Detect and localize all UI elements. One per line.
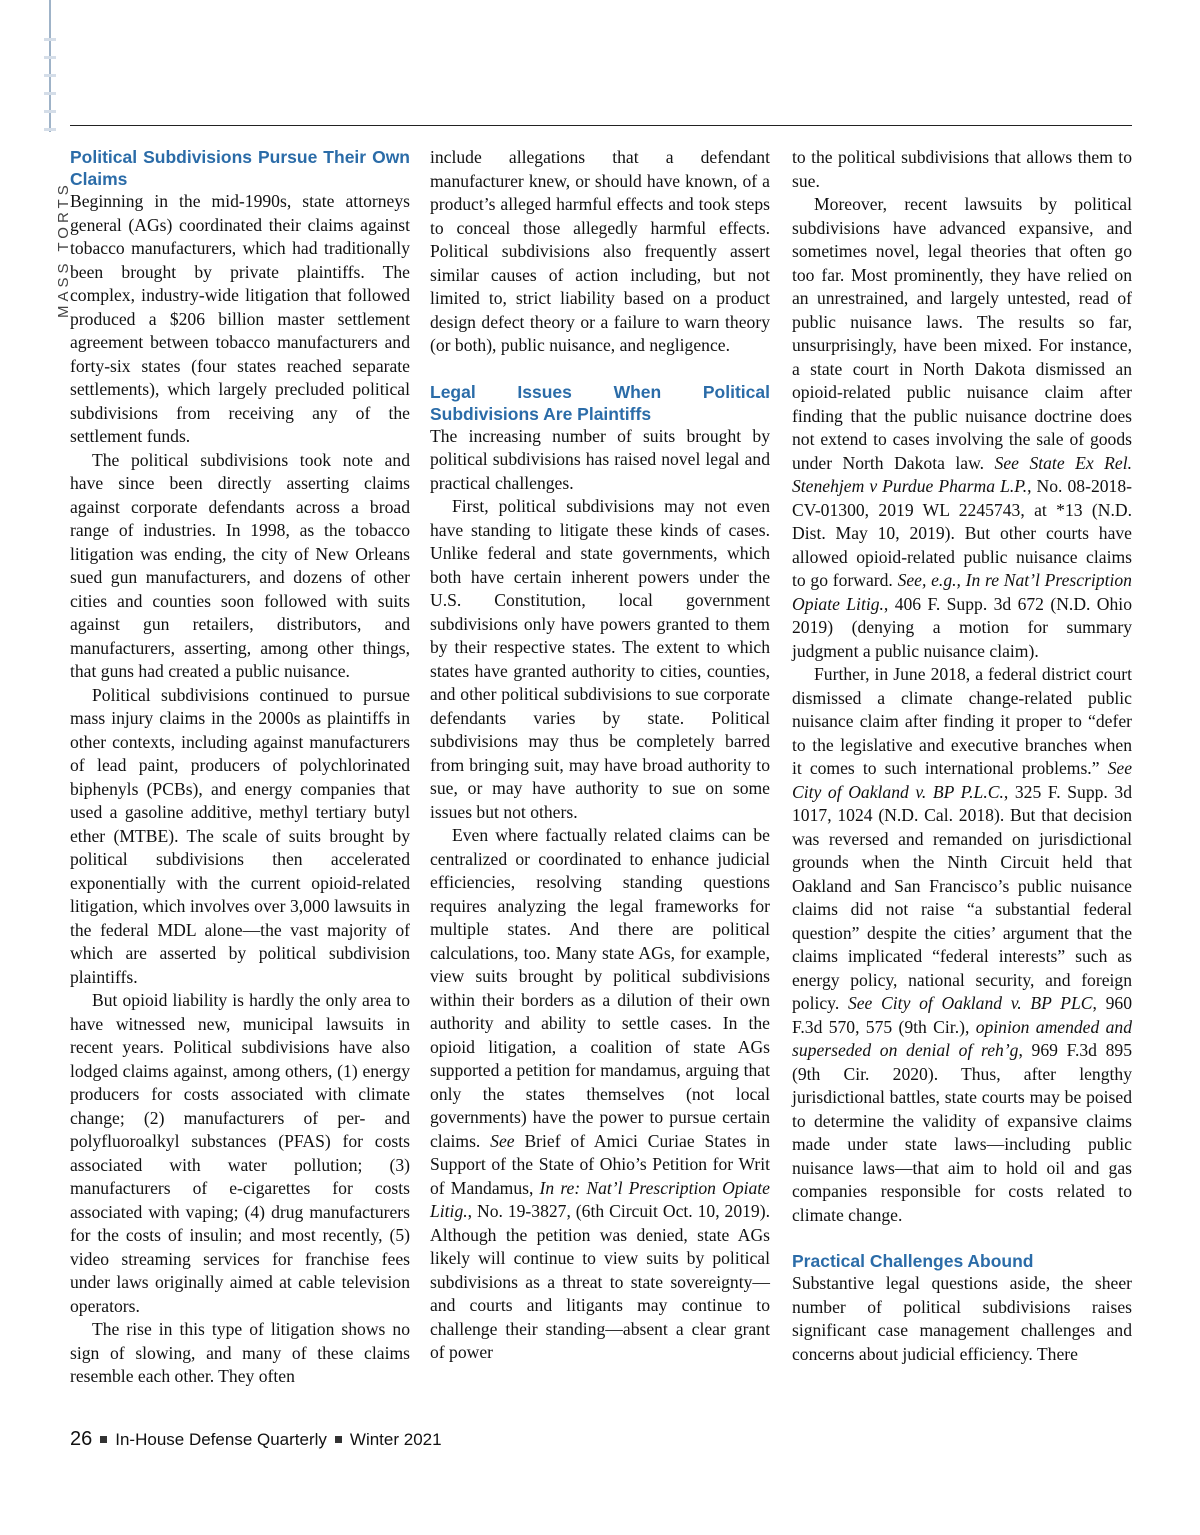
paragraph: Even where factually related claims can be centralized or coordinated to enhance judicial efficiencies, resolving standing questions requires analyzing the legal frameworks for multiple states. And there are political calculations, too. Many state AGs, for example, view suits brought by political subdivisions within their borders as a dilution of their own authority and ability to settle cases. In the opioid litigation, a coalition of state AGs supported a petition for mandamus, arguing that only the states themselves (not local governments) have the power to pursue certain claims. See Brief of Amici Curiae States in Support of the State of Ohio’s Petition for Writ of Mandamus, In re: Nat’l Prescription Opiate Litig., No. 19-3827, (6th Circuit Oct. 10, 2019). Although the petition was denied, state AGs likely will continue to view suits by political subdivisions as a threat to state sovereignty—and courts and litigants may continue to challenge their standing—absent a clear grant of power bbox=[430, 825, 771, 1362]
header-rule bbox=[70, 125, 1132, 126]
paragraph: The political subdivisions took note and have since been directly asserting claims against corporate defendants across a broad range of industries. In 1998, as the tobacco litigation was ending, the city of New Orleans sued gun manufacturers, and dozens of other cities and counties soon followed with suits against gun retailers, distributors, and manufacturers, asserting, among other things, that guns had created a public nuisance. bbox=[70, 449, 410, 681]
column-1 bbox=[70, 146, 410, 1389]
separator-square-icon bbox=[335, 1436, 342, 1443]
paragraph: Political subdivisions continued to pursue mass injury claims in the 2000s as plaintiffs in other contexts, including against manufacturers of lead paint, producers of polychlorinated biphenyls (PCBs), and energy companies that used a gasoline additive, methyl tertiary butyl ether (MTBE). The scale of suits brought by political subdivisions then accelerated exponentially with the current opioid-related litigation, which involves over 3,000 lawsuits in the federal MDL alone—the vast majority of which are asserted by political subdivision plaintiffs. bbox=[70, 684, 410, 987]
paragraph: The increasing number of suits brought by political subdivisions has raised novel legal and practical challenges. bbox=[430, 425, 770, 493]
paragraph: Further, in June 2018, a federal district court dismissed a climate change-related public nuisance claim after finding it proper to “defer to the legislative and executive branches when it comes to such international problems.” See City of Oakland v. BP P.L.C., 325 F. Supp. 3d 1017, 1024 (N.D. Cal. 2018). But that decision was reversed and remanded on jurisdictional grounds when the Ninth Circuit held that Oakland and San Francisco’s public nuisance claims did not raise “a substantial federal question” despite the cities’ argument that the claims implicated “federal interests” such as energy policy, national security, and foreign policy. See City of Oakland v. BP PLC, 960 F.3d 570, 575 (9th Cir.), opinion amended and superseded on denial of reh’g, 969 F.3d 895 (9th Cir. 2020). Thus, after lengthy jurisdictional battles, state courts may be poised to determine the validity of expansive claims made under state laws—including public nuisance laws—that aim to hold oil and gas companies responsible for costs related to climate change. bbox=[792, 664, 1133, 1225]
sidebar-decoration bbox=[44, 0, 58, 132]
publication-name: In-House Defense Quarterly bbox=[115, 1430, 327, 1449]
separator-square-icon bbox=[100, 1436, 107, 1443]
column-2 bbox=[430, 146, 770, 1365]
paragraph: Beginning in the mid-1990s, state attorneys general (AGs) coordinated their claims against tobacco manufacturers, which had traditionally been brought by private plaintiffs. The complex, industry-wide litigation that followed produced a $206 billion master settlement agreement between tobacco manufacturers and forty-six states (four states reached separate settlements), which largely precluded political subdivisions from receiving any of the settlement funds. bbox=[70, 191, 410, 446]
paragraph: include allegations that a defendant manufacturer knew, or should have known, of a product’s alleged harmful effects and took steps to conceal those allegedly harmful effects. Political subdivisions also frequently assert similar causes of action including, but not limited to, strict liability based on a product design defect theory or a failure to warn theory (or both), public nuisance, and negligence. bbox=[430, 147, 770, 355]
heading-practical-challenges: Practical Challenges Abound bbox=[792, 1251, 1034, 1271]
page-number: 26 bbox=[70, 1428, 93, 1450]
issue-date: Winter 2021 bbox=[349, 1430, 442, 1449]
page-footer bbox=[70, 1428, 442, 1451]
paragraph: to the political subdivisions that allows them to sue. bbox=[792, 147, 1132, 191]
paragraph: The rise in this type of litigation shows no sign of slowing, and many of these claims resemble each other. They often bbox=[70, 1319, 410, 1386]
paragraph: But opioid liability is hardly the only area to have witnessed new, municipal lawsuits in recent years. Political subdivisions have also lodged claims against, among others, (1) energy producers for costs associated with climate change; (2) manufacturers of per- and polyfluoroalkyl substances (PFAS) for costs associated with water pollution; (3) manufacturers of e-cigarettes for costs associated with vaping; (4) drug manufacturers for the costs of insulin; and most recently, (5) video streaming services for franchise fees under laws originally aimed at cable television operators. bbox=[70, 990, 410, 1316]
column-3 bbox=[792, 146, 1132, 1366]
heading-political-subdivisions: Political Subdivisions Pursue Their Own Claims bbox=[70, 147, 410, 189]
paragraph: Moreover, recent lawsuits by political subdivisions have advanced expansive, and sometimes novel, legal theories that often go too far. Most prominently, they have relied on an unrestrained, and largely untested, read of public nuisance laws. The results so far, unsurprisingly, have been mixed. For instance, a state court in North Dakota dismissed an opioid-related public nuisance claim after finding that the public nuisance doctrine does not extend to cases involving the sale of goods under North Dakota law. See State Ex Rel. Stenehjem v Purdue Pharma L.P., No. 08-2018-CV-01300, 2019 WL 2245743, at *13 (N.D. Dist. May 10, 2019). But other courts have allowed opioid-related public nuisance claims to go forward. See, e.g., In re Nat’l Prescription Opiate Litig., 406 F. Supp. 3d 672 (N.D. Ohio 2019) (denying a motion for summary judgment a public nuisance claim). bbox=[792, 194, 1133, 661]
section-label: MASS TORTS bbox=[55, 181, 72, 318]
heading-legal-issues: Legal Issues When Political Subdivisions Are Plaintiffs bbox=[430, 381, 770, 424]
paragraph: Substantive legal questions aside, the sheer number of political subdivisions raises significant case management challenges and concerns about judicial efficiency. There bbox=[792, 1273, 1132, 1364]
paragraph: First, political subdivisions may not even have standing to litigate these kinds of cases. Unlike federal and state governments, which both have certain inherent powers under the U.S. Constitution, local government subdivisions only have powers granted to them by their respective states. The extent to which states have granted authority to cities, counties, and other political subdivisions to sue corporate defendants varies by state. Political subdivisions may thus be completely barred from bringing suit, may have broad authority to sue, or may have authority to sue on some issues but not others. bbox=[430, 496, 770, 822]
